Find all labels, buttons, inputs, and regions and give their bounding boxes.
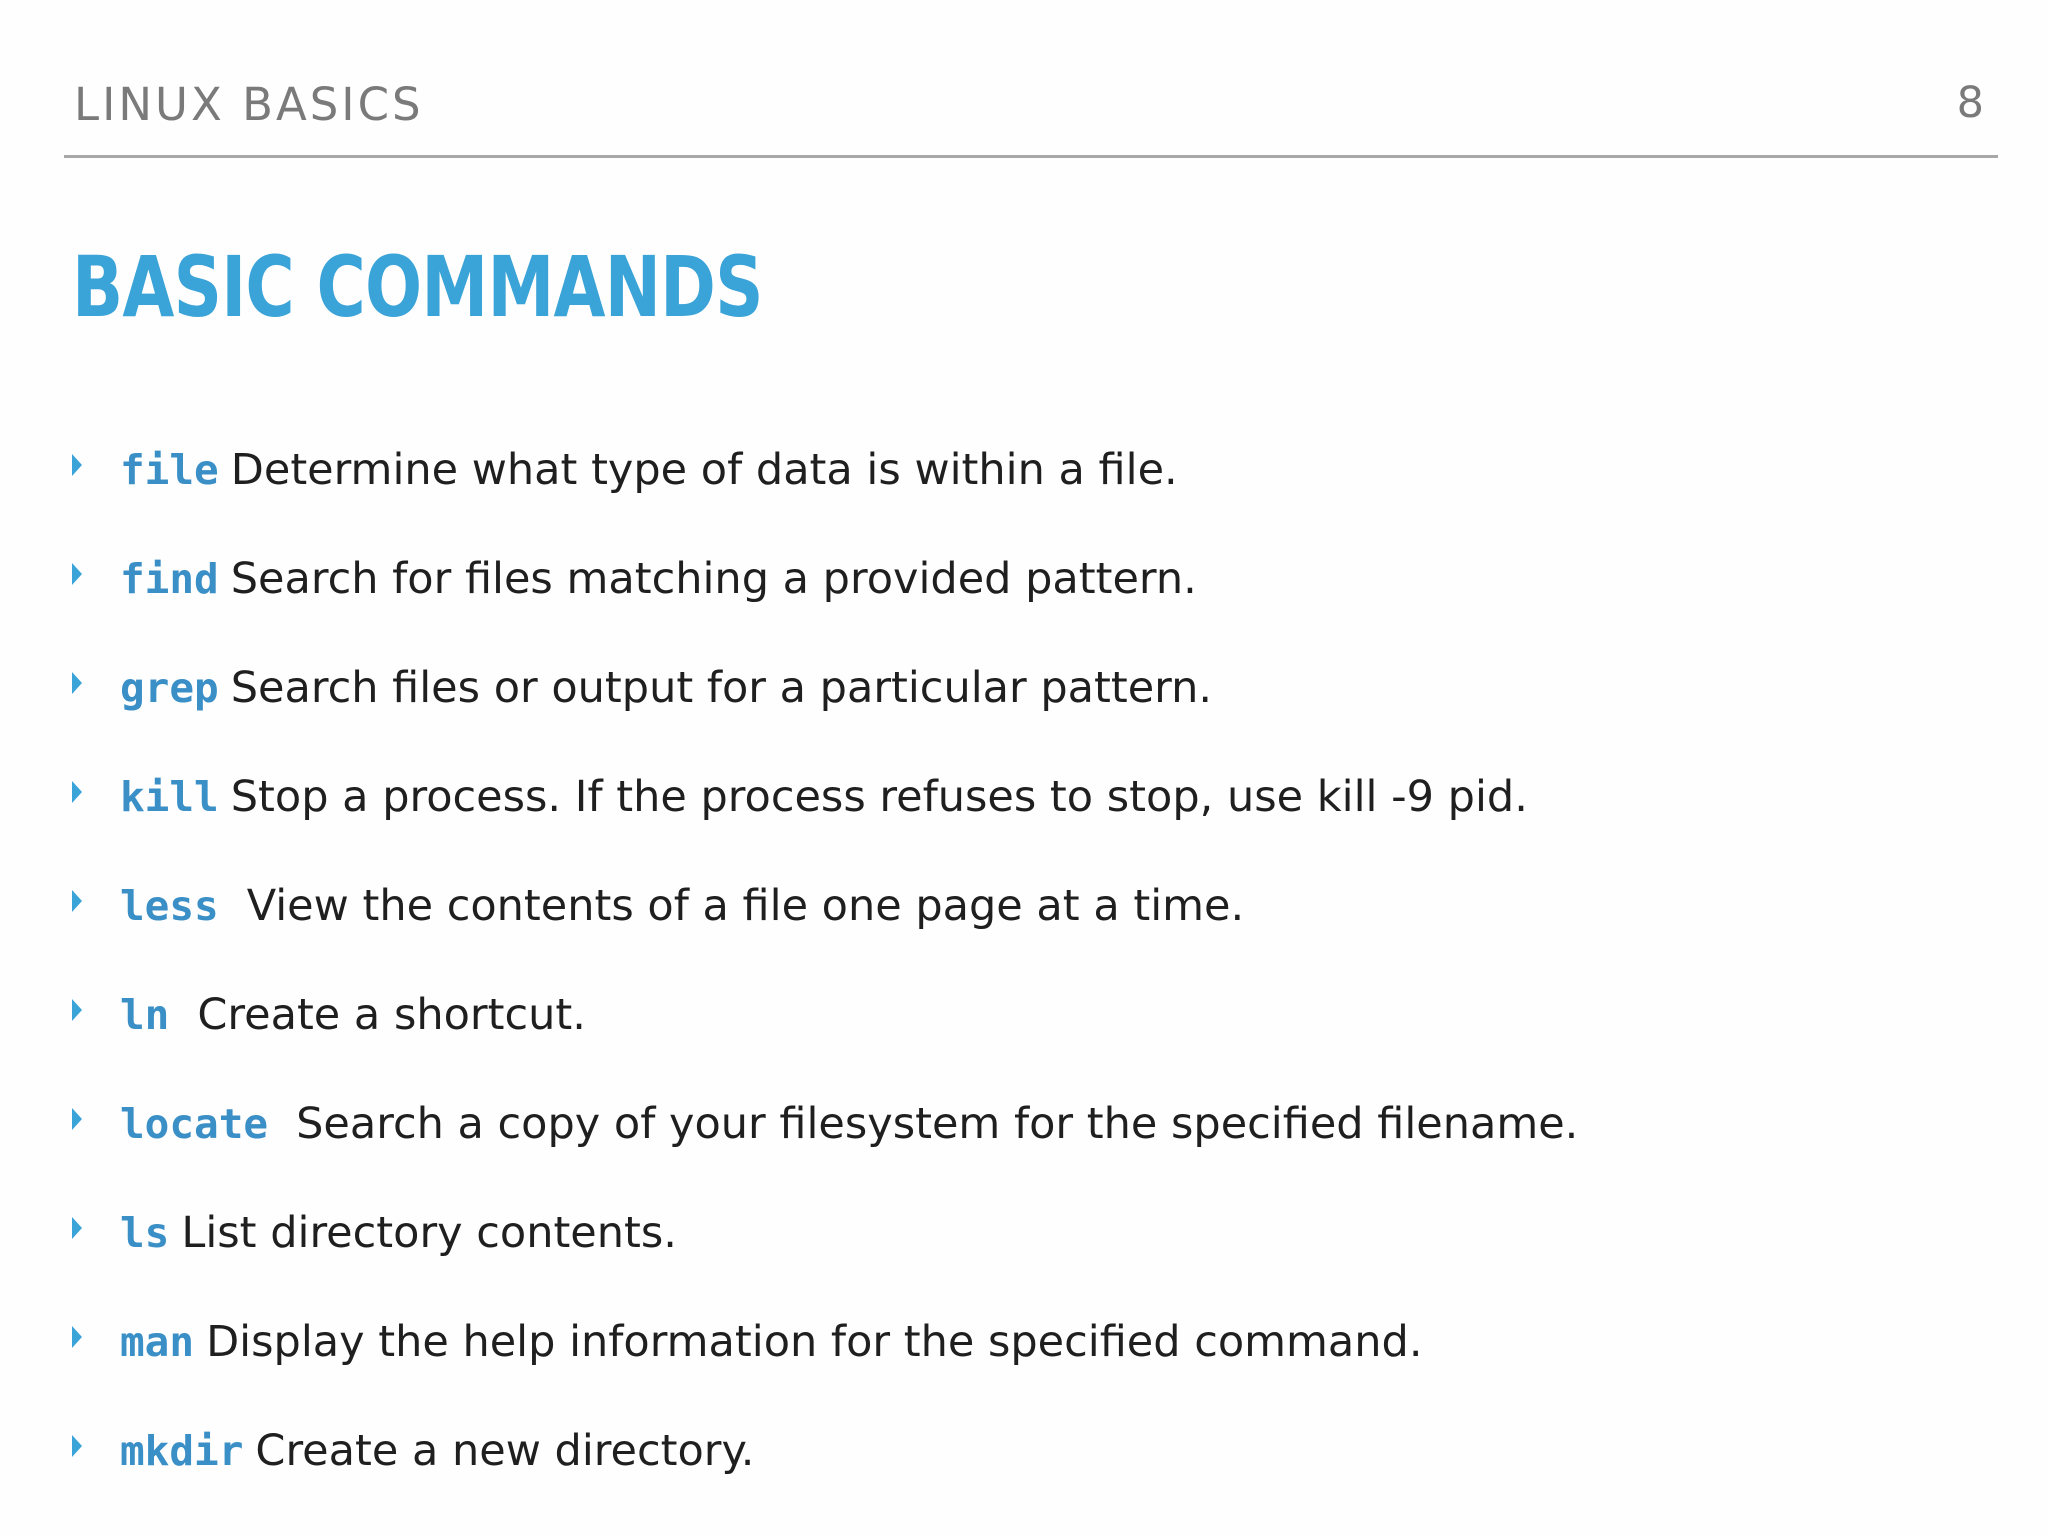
list-item bbox=[72, 440, 1578, 549]
list-item bbox=[72, 985, 1578, 1094]
command-list bbox=[72, 440, 1578, 1530]
bullet-triangle-icon bbox=[72, 890, 82, 912]
bullet-triangle-icon bbox=[72, 1108, 82, 1130]
section-header: LINUX BASICS bbox=[74, 78, 424, 131]
command-name: ls bbox=[120, 1209, 170, 1257]
list-item bbox=[72, 876, 1578, 985]
command-description: Search a copy of your filesystem for the specified filename. bbox=[296, 1099, 1579, 1149]
command-name: kill bbox=[120, 773, 219, 821]
list-item bbox=[72, 1094, 1578, 1203]
command-name: ln bbox=[120, 991, 170, 1039]
command-description: Search for files matching a provided pattern. bbox=[230, 554, 1197, 604]
bullet-triangle-icon bbox=[72, 672, 82, 694]
command-description: Search files or output for a particular pattern. bbox=[230, 663, 1213, 713]
command-description: Display the help information for the specified command. bbox=[206, 1317, 1423, 1367]
bullet-triangle-icon bbox=[72, 1217, 82, 1239]
list-item bbox=[72, 658, 1578, 767]
bullet-triangle-icon bbox=[72, 454, 82, 476]
bullet-triangle-icon bbox=[72, 1326, 82, 1348]
command-description: Determine what type of data is within a file. bbox=[230, 445, 1178, 495]
page-number: 8 bbox=[1956, 78, 1984, 128]
command-name: grep bbox=[120, 664, 219, 712]
bullet-triangle-icon bbox=[72, 999, 82, 1021]
list-item bbox=[72, 1312, 1578, 1421]
command-description: Stop a process. If the process refuses to stop, use kill -9 pid. bbox=[230, 772, 1528, 822]
command-description: Create a shortcut. bbox=[197, 990, 586, 1040]
slide-title: BASIC COMMANDS bbox=[72, 238, 763, 336]
command-name: man bbox=[120, 1318, 195, 1366]
list-item bbox=[72, 549, 1578, 658]
bullet-triangle-icon bbox=[72, 781, 82, 803]
command-name: less bbox=[120, 882, 219, 930]
command-description: View the contents of a file one page at a time. bbox=[246, 881, 1245, 931]
command-name: find bbox=[120, 555, 219, 603]
list-item bbox=[72, 1421, 1578, 1530]
command-name: mkdir bbox=[120, 1427, 244, 1475]
command-description: Create a new directory. bbox=[255, 1426, 755, 1476]
command-description: List directory contents. bbox=[181, 1208, 677, 1258]
header-divider bbox=[64, 155, 1998, 158]
bullet-triangle-icon bbox=[72, 1435, 82, 1457]
command-name: locate bbox=[120, 1100, 269, 1148]
list-item bbox=[72, 767, 1578, 876]
command-name: file bbox=[120, 446, 219, 494]
bullet-triangle-icon bbox=[72, 563, 82, 585]
list-item bbox=[72, 1203, 1578, 1312]
